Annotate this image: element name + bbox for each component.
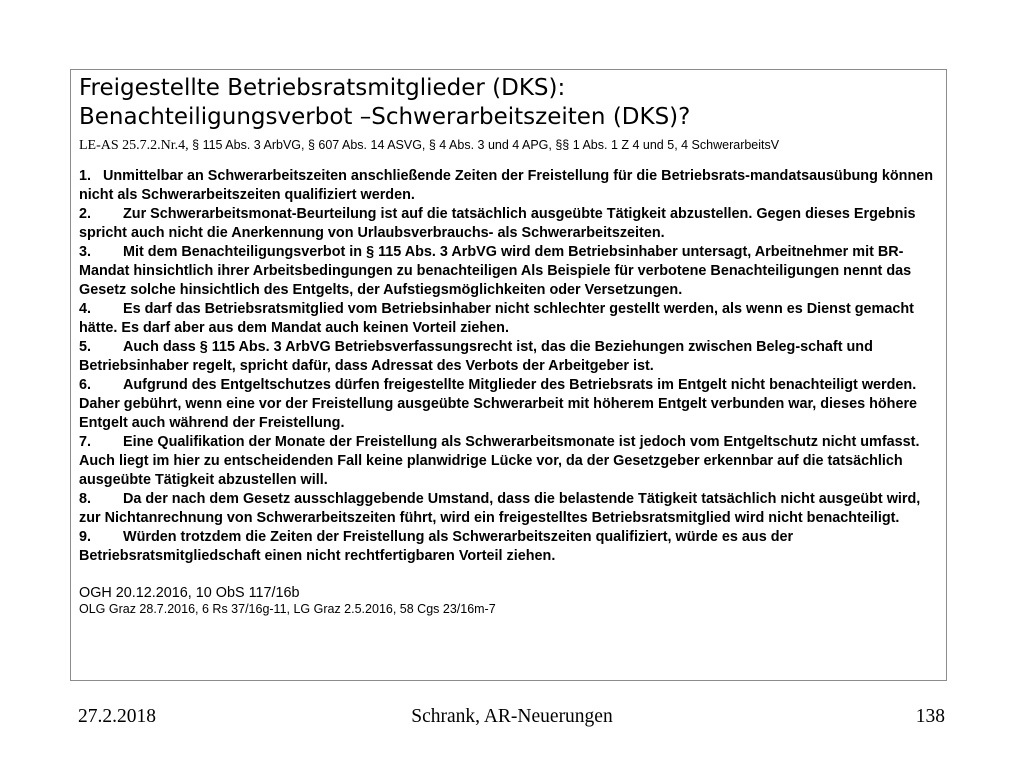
list-item	[79, 376, 941, 433]
footer-page-number: 138	[915, 706, 945, 727]
point-number: 3.	[79, 244, 92, 260]
court-ruling-reference: OGH 20.12.2016, 10 ObS 117/16b	[79, 585, 300, 601]
citation-statutes: § 115 Abs. 3 ArbVG, § 607 Abs. 14 ASVG, § 4 Abs. 3 und 4 APG, §§ 1 Abs. 1 Z 4 und 5, 4 SchwerarbeitsV	[188, 138, 780, 152]
point-number: 4.	[79, 301, 92, 317]
list-item	[79, 300, 941, 338]
point-text: Würden trotzdem die Zeiten der Freistellung als Schwerarbeitszeiten qualifiziert, würde es aus der Betriebsratsmitgliedschaft einen nicht rechtfertigbaren Vorteil ziehen.	[79, 529, 794, 564]
title-line-2: Benachteiligungsverbot –Schwerarbeitszeiten (DKS)?	[79, 104, 691, 130]
point-text: Unmittelbar an Schwerarbeitszeiten anschließende Zeiten der Freistellung für die Betriebsrats-mandatsausübung können nicht als Schwerarbeitszeiten qualifiziert werden.	[79, 168, 934, 203]
list-item	[79, 433, 941, 490]
point-number: 5.	[79, 339, 92, 355]
ruling-points-list	[79, 167, 941, 566]
list-item	[79, 338, 941, 376]
slide-content-box	[70, 69, 947, 681]
point-text: Mit dem Benachteiligungsverbot in § 115 Abs. 3 ArbVG wird dem Betriebsinhaber untersagt, Arbeitnehmer mit BR-Mandat hinsichtlich ihrer Arbeitsbedingungen zu benachteiligen Als Beispiele für verbotene Benachteiligungen nennt das Gesetz solche hinsichtlich des Entgelts, der Aufstiegsmöglichkeiten oder Versetzungen.	[79, 244, 912, 298]
slide-title	[79, 74, 941, 132]
lower-court-references: OLG Graz 28.7.2016, 6 Rs 37/16g-11, LG Graz 2.5.2016, 58 Cgs 23/16m-7	[79, 602, 496, 616]
list-item	[79, 167, 941, 205]
footer-author-title: Schrank, AR-Neuerungen	[411, 706, 613, 727]
point-text: Es darf das Betriebsratsmitglied vom Betriebsinhaber nicht schlechter gestellt werden, als wenn es Dienst gemacht hätte. Es darf aber aus dem Mandat auch keinen Vorteil ziehen.	[79, 301, 914, 336]
point-number: 6.	[79, 377, 92, 393]
point-text: Da der nach dem Gesetz ausschlaggebende Umstand, dass die belastende Tätigkeit tatsächlich nicht ausgeübt wird, zur Nichtanrechnung von Schwerarbeitszeiten führt, wird ein freigestelltes Betriebsratsmitglied wird nicht benachteiligt.	[79, 491, 921, 526]
citation-reference: LE-AS 25.7.2.Nr.4,	[79, 138, 189, 153]
point-number: 1.	[79, 168, 92, 184]
list-item	[79, 243, 941, 300]
legal-citation	[79, 137, 941, 154]
point-text: Zur Schwerarbeitsmonat-Beurteilung ist auf die tatsächlich ausgeübte Tätigkeit abzustellen. Gegen dieses Ergebnis spricht auch nicht die Anerkennung von Urlaubsverbrauchs- als Schwerarbeitszeiten.	[79, 206, 916, 241]
footer-date: 27.2.2018	[78, 706, 156, 727]
list-item	[79, 490, 941, 528]
point-number: 2.	[79, 206, 92, 222]
point-number: 9.	[79, 529, 92, 545]
point-text: Auch dass § 115 Abs. 3 ArbVG Betriebsverfassungsrecht ist, das die Beziehungen zwischen Beleg-schaft und Betriebsinhaber regelt, spricht dafür, dass Adressat des Verbots der Arbeitgeber ist.	[79, 339, 873, 374]
point-number: 8.	[79, 491, 92, 507]
point-number: 7.	[79, 434, 92, 450]
list-item	[79, 528, 941, 566]
slide-content	[79, 74, 941, 616]
list-item	[79, 205, 941, 243]
point-text: Eine Qualifikation der Monate der Freistellung als Schwerarbeitsmonate ist jedoch vom Entgeltschutz nicht umfasst. Auch liegt im hier zu entscheidenden Fall keine planwidrige Lücke vor, da der Gesetzgeber erkennbar auf die tatsächlich ausgeübte Tätigkeit abzustellen will.	[79, 434, 920, 488]
title-line-1: Freigestellte Betriebsratsmitglieder (DKS):	[79, 75, 566, 101]
point-text: Aufgrund des Entgeltschutzes dürfen freigestellte Mitglieder des Betriebsrats im Entgelt nicht benachteiligt werden. Daher gebührt, wenn eine vor der Freistellung ausgeübte Schwerarbeit mit höherem Entgelt verbunden war, dieses höhere Entgelt auch während der Freistellung.	[79, 377, 918, 431]
